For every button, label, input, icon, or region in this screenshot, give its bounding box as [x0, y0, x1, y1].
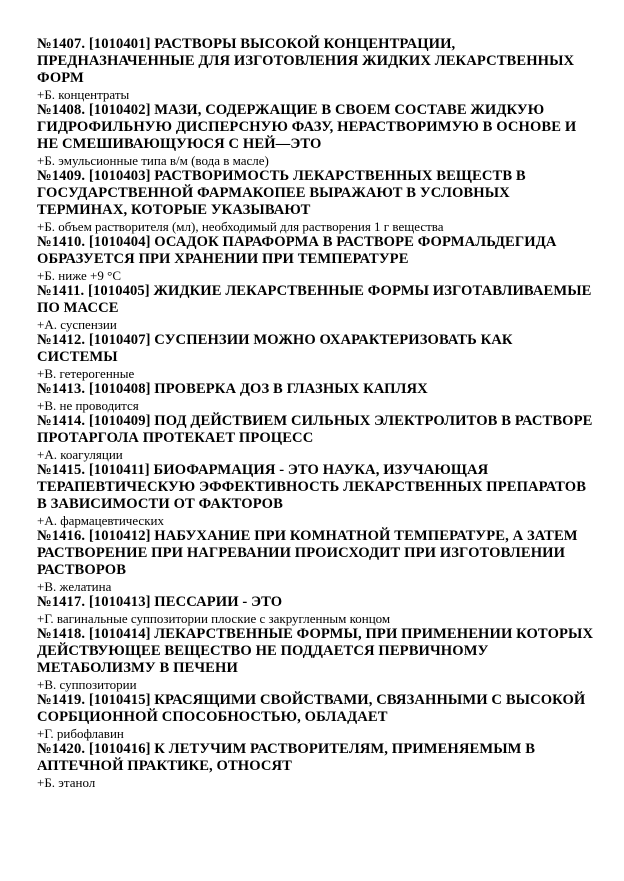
document-page [37, 36, 597, 790]
question-item [37, 381, 597, 413]
question-item [37, 528, 597, 594]
answer-text: +Б. этанол [37, 775, 96, 790]
answer-text: +Г. вагинальные суппозитории плоские с закругленным концом [37, 611, 391, 626]
question-item [37, 168, 597, 234]
answer-text: +Б. объем растворителя (мл), необходимый для растворения 1 г вещества [37, 219, 444, 234]
question-text: №1415. [1010411] БИОФАРМАЦИЯ - ЭТО НАУКА, ИЗУЧАЮЩАЯ ТЕРАПЕВТИЧЕСКУЮ ЭФФЕКТИВНОСТЬ ЛЕКАРСТВЕННЫХ ПРЕПАРАТОВ В ЗАВИСИМОСТИ ОТ ФАКТОРОВ [37, 462, 587, 512]
question-text: №1408. [1010402] МАЗИ, СОДЕРЖАЩИЕ В СВОЕМ СОСТАВЕ ЖИДКУЮ ГИДРОФИЛЬНУЮ ДИСПЕРСНУЮ ФАЗУ, НЕРАСТВОРИМУЮ В ОСНОВЕ И НЕ СМЕШИВАЮЩУЮСЯ С НЕЙ—ЭТО [37, 102, 577, 152]
question-text: №1410. [1010404] ОСАДОК ПАРАФОРМА В РАСТВОРЕ ФОРМАЛЬДЕГИДА ОБРАЗУЕТСЯ ПРИ ХРАНЕНИИ ПРИ ТЕМПЕРАТУРЕ [37, 234, 557, 267]
answer-text: +В. желатина [37, 579, 112, 594]
question-item [37, 626, 597, 692]
answer-text: +А. суспензии [37, 317, 117, 332]
question-item [37, 36, 597, 102]
question-text: №1411. [1010405] ЖИДКИЕ ЛЕКАРСТВЕННЫЕ ФОРМЫ ИЗГОТАВЛИВАЕМЫЕ ПО МАССЕ [37, 283, 592, 316]
question-text: №1409. [1010403] РАСТВОРИМОСТЬ ЛЕКАРСТВЕННЫХ ВЕЩЕСТВ В ГОСУДАРСТВЕННОЙ ФАРМАКОПЕЕ ВЫРАЖАЮТ В УСЛОВНЫХ ТЕРМИНАХ, КОТОРЫЕ УКАЗЫВАЮТ [37, 168, 526, 218]
question-item [37, 692, 597, 741]
answer-text: +Б. концентраты [37, 87, 130, 102]
question-text: №1413. [1010408] ПРОВЕРКА ДОЗ В ГЛАЗНЫХ КАПЛЯХ [37, 381, 428, 397]
answer-text: +А. коагуляции [37, 447, 123, 462]
question-text: №1416. [1010412] НАБУХАНИЕ ПРИ КОМНАТНОЙ ТЕМПЕРАТУРЕ, А ЗАТЕМ РАСТВОРЕНИЕ ПРИ НАГРЕВАНИИ ПРОИСХОДИТ ПРИ ИЗГОТОВЛЕНИИ РАСТВОРОВ [37, 528, 578, 578]
question-item [37, 462, 597, 528]
question-item [37, 332, 597, 381]
question-text: №1407. [1010401] РАСТВОРЫ ВЫСОКОЙ КОНЦЕНТРАЦИИ, ПРЕДНАЗНАЧЕННЫЕ ДЛЯ ИЗГОТОВЛЕНИЯ ЖИДКИХ ЛЕКАРСТВЕННЫХ ФОРМ [37, 36, 575, 86]
question-text: №1418. [1010414] ЛЕКАРСТВЕННЫЕ ФОРМЫ, ПРИ ПРИМЕНЕНИИ КОТОРЫХ ДЕЙСТВУЮЩЕЕ ВЕЩЕСТВО НЕ ПОДДАЕТСЯ ПЕРВИЧНОМУ МЕТАБОЛИЗМУ В ПЕЧЕНИ [37, 626, 594, 676]
answer-text: +В. не проводится [37, 398, 139, 413]
question-item [37, 234, 597, 283]
question-text: №1420. [1010416] К ЛЕТУЧИМ РАСТВОРИТЕЛЯМ, ПРИМЕНЯЕМЫМ В АПТЕЧНОЙ ПРАКТИКЕ, ОТНОСЯТ [37, 741, 536, 774]
question-text: №1412. [1010407] СУСПЕНЗИИ МОЖНО ОХАРАКТЕРИЗОВАТЬ КАК СИСТЕМЫ [37, 332, 513, 365]
question-item [37, 413, 597, 462]
question-text: №1417. [1010413] ПЕССАРИИ - ЭТО [37, 594, 283, 610]
answer-text: +В. суппозитории [37, 677, 137, 692]
question-item [37, 102, 597, 168]
question-item [37, 741, 597, 790]
answer-text: +Г. рибофлавин [37, 726, 124, 741]
question-item [37, 283, 597, 332]
answer-text: +Б. ниже +9 °С [37, 268, 121, 283]
answer-text: +А. фармацевтических [37, 513, 164, 528]
answer-text: +В. гетерогенные [37, 366, 135, 381]
question-text: №1419. [1010415] КРАСЯЩИМИ СВОЙСТВАМИ, СВЯЗАННЫМИ С ВЫСОКОЙ СОРБЦИОННОЙ СПОСОБНОСТЬЮ, ОБЛАДАЕТ [37, 692, 586, 725]
answer-text: +Б. эмульсионные типа в/м (вода в масле) [37, 153, 269, 168]
question-text: №1414. [1010409] ПОД ДЕЙСТВИЕМ СИЛЬНЫХ ЭЛЕКТРОЛИТОВ В РАСТВОРЕ ПРОТАРГОЛА ПРОТЕКАЕТ ПРОЦЕСС [37, 413, 593, 446]
question-item [37, 594, 597, 626]
